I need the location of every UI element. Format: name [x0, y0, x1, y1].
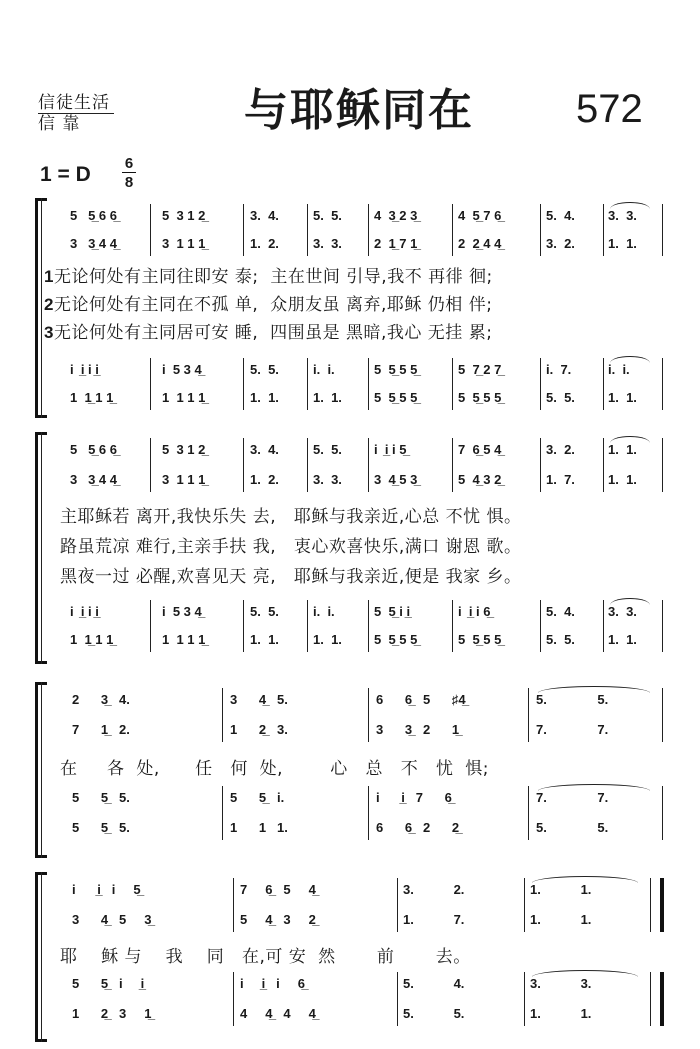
note-group: 1. 1.: [250, 632, 279, 647]
barline: [368, 600, 369, 652]
subcategory-label: 信 靠: [38, 114, 81, 134]
barline: [528, 688, 529, 742]
lyric-line: [60, 562, 522, 587]
note-group: 1. 1.: [608, 236, 637, 251]
barline: [233, 878, 234, 932]
barline: [662, 438, 663, 492]
tie-slur: [538, 686, 650, 693]
barline: [222, 688, 223, 742]
barline: [150, 600, 151, 652]
tie-slur: [538, 784, 650, 791]
note-group: 7. 7.: [536, 790, 609, 805]
note-group: 3. 3.: [313, 472, 342, 487]
note-group: 5 5̲ 5.: [72, 820, 130, 835]
note-group: 1. 7.: [546, 472, 575, 487]
note-group: 3 3̲ 4 4̲: [70, 472, 117, 487]
barline: [662, 688, 663, 742]
note-group: 1 1 1 1̲: [162, 390, 206, 405]
tie-slur: [610, 356, 650, 363]
note-group: 1. 7.: [403, 912, 465, 927]
hymn-number: 572: [576, 87, 643, 131]
note-group: 3. 3.: [313, 236, 342, 251]
note-group: 5. 4.: [403, 976, 465, 991]
note-group: 7 1̲ 2.: [72, 722, 130, 737]
barline: [662, 600, 663, 652]
note-group: 7 6̲ 5 4̲: [240, 882, 316, 897]
note-group: i i̲ i 6̲: [240, 976, 306, 991]
barline: [660, 972, 664, 1026]
barline: [452, 438, 453, 492]
barline: [540, 358, 541, 410]
barline: [540, 204, 541, 256]
tie-slur: [610, 598, 650, 605]
system-bracket: [35, 872, 38, 1042]
note-group: 1. 1.: [608, 442, 637, 457]
note-group: 5. 5.: [250, 604, 279, 619]
note-group: 1. 1.: [608, 390, 637, 405]
note-group: 1. 2.: [250, 236, 279, 251]
barline: [233, 972, 234, 1026]
note-group: 3. 4.: [250, 208, 279, 223]
barline: [150, 358, 151, 410]
time-signature-top: 6: [124, 155, 134, 172]
barline: [307, 358, 308, 410]
note-group: 5 5̲ i i̲: [72, 976, 145, 991]
barline: [452, 600, 453, 652]
note-group: 3 4̲ 5 3̲: [72, 912, 152, 927]
barline: [368, 786, 369, 840]
note-group: 5 5̲ 5 5̲: [374, 362, 418, 377]
note-group: 1 1 1 1̲: [162, 632, 206, 647]
lyric-text: 主耶稣若 离开,我快乐失 去, 耶稣与我亲近,心总 不忧 惧。: [60, 507, 522, 527]
barline: [662, 204, 663, 256]
lyric-text: 耶 稣 与 我 同 在,可 安 然 前 去。: [60, 947, 471, 967]
barline: [540, 600, 541, 652]
tie-slur: [532, 970, 638, 977]
tie-slur: [610, 202, 650, 209]
barline: [397, 878, 398, 932]
barline: [307, 438, 308, 492]
barline: [650, 878, 651, 932]
lyric-text: 在 各 处, 任 何 处, 心 总 不 忧 惧;: [60, 759, 489, 779]
note-group: 3 4̲ 5 3̲: [374, 472, 418, 487]
note-group: 1 2̲ 3.: [230, 722, 288, 737]
barline: [603, 358, 604, 410]
note-group: i i̲ i 5̲: [374, 442, 407, 457]
barline: [307, 600, 308, 652]
barline: [603, 438, 604, 492]
note-group: 3 4̲ 5.: [230, 692, 288, 707]
key-signature: 1 = D: [40, 163, 91, 186]
barline: [150, 438, 151, 492]
note-group: 2 1̲ 7 1̲: [374, 236, 418, 251]
note-group: 5 5̲ i.: [230, 790, 285, 805]
system-start-line: [41, 682, 42, 858]
note-group: i i̲ i 6̲: [458, 604, 491, 619]
barline: [603, 600, 604, 652]
note-group: 5 5̲ 5 5̲: [458, 390, 502, 405]
lyric-text: 无论何处有主同居可安 睡, 四围虽是 黑暗,我心 无挂 累;: [53, 323, 493, 343]
system-bracket: [35, 682, 38, 858]
note-group: 5 4̲ 3 2̲: [240, 912, 316, 927]
note-group: 1. 1.: [250, 390, 279, 405]
note-group: 5 5̲ 5.: [72, 790, 130, 805]
system-start-line: [41, 198, 42, 418]
category-label: 信徒生活: [38, 93, 110, 113]
lyric-line: [60, 942, 471, 967]
note-group: 7 6̲ 5 4̲: [458, 442, 502, 457]
system-start-line: [41, 432, 42, 664]
lyric-line: [60, 754, 489, 779]
note-group: 3 3̲ 4 4̲: [70, 236, 117, 251]
note-group: 1 1̲ 1 1̲: [70, 632, 114, 647]
barline: [150, 204, 151, 256]
barline: [650, 972, 651, 1026]
barline: [243, 204, 244, 256]
lyric-text: 无论何处有主同在不孤 单, 众朋友虽 离弃,耶稣 仍相 伴;: [53, 295, 493, 315]
score-system: [0, 198, 700, 418]
note-group: 2 2̲ 4 4̲: [458, 236, 502, 251]
barline: [603, 204, 604, 256]
barline: [452, 204, 453, 256]
system-bracket: [35, 432, 38, 664]
note-group: 1. 1.: [530, 882, 592, 897]
note-group: i i̲ 7 6̲: [376, 790, 452, 805]
note-group: 5 7̲ 2 7̲: [458, 362, 502, 377]
note-group: 5. 4.: [546, 208, 575, 223]
note-group: i. i.: [313, 362, 335, 377]
note-group: 4 5̲ 7 6̲: [458, 208, 502, 223]
note-group: 5 5̲ 5 5̲: [458, 632, 502, 647]
note-group: 1. 1.: [530, 1006, 592, 1021]
barline: [307, 204, 308, 256]
note-group: 1. 1.: [608, 632, 637, 647]
barline: [243, 600, 244, 652]
barline: [662, 786, 663, 840]
barline: [528, 786, 529, 840]
lyric-line: [60, 532, 522, 557]
note-group: 3 1 1 1̲: [162, 236, 206, 251]
barline: [368, 438, 369, 492]
note-group: 3. 4.: [250, 442, 279, 457]
note-group: 5. 5.: [546, 390, 575, 405]
note-group: 5. 4.: [546, 604, 575, 619]
tie-slur: [610, 436, 650, 443]
note-group: 3. 3.: [530, 976, 592, 991]
note-group: i i̲ i i̲: [70, 362, 99, 377]
note-group: 6 6̲ 5 ♯4̲: [376, 692, 466, 707]
note-group: 6 6̲ 2 2̲: [376, 820, 460, 835]
verse-number: 2: [44, 295, 54, 314]
note-group: 5. 5.: [403, 1006, 465, 1021]
barline: [662, 358, 663, 410]
verse-number: 3: [44, 323, 54, 342]
lyric-line: [60, 502, 522, 527]
note-group: 5. 5.: [536, 692, 609, 707]
note-group: 5. 5.: [536, 820, 609, 835]
barline: [368, 204, 369, 256]
note-group: i. i.: [313, 604, 335, 619]
note-group: i i̲ i i̲: [70, 604, 99, 619]
barline: [243, 438, 244, 492]
note-group: 1. 2.: [250, 472, 279, 487]
note-group: 2 3̲ 4.: [72, 692, 130, 707]
note-group: 1. 1.: [530, 912, 592, 927]
note-group: 3 3̲ 2 1̲: [376, 722, 460, 737]
barline: [524, 878, 525, 932]
barline: [368, 358, 369, 410]
score-system: [0, 872, 700, 1042]
barline: [368, 688, 369, 742]
note-group: 4 3̲ 2 3̲: [374, 208, 418, 223]
barline: [524, 972, 525, 1026]
note-group: 5 5̲ 5 5̲: [374, 390, 418, 405]
note-group: i. 7.: [546, 362, 572, 377]
note-group: 5. 5.: [313, 208, 342, 223]
note-group: 4 4̲ 4 4̲: [240, 1006, 316, 1021]
barline: [243, 358, 244, 410]
lyric-text: 无论何处有主同往即安 泰; 主在世间 引导,我不 再徘 徊;: [53, 267, 493, 287]
note-group: 1 2̲ 3 1̲: [72, 1006, 152, 1021]
note-group: i 5 3 4̲: [162, 604, 202, 619]
note-group: 1. 1.: [313, 390, 342, 405]
lyric-text: 黑夜一过 必醒,欢喜见天 亮, 耶稣与我亲近,便是 我家 乡。: [60, 567, 522, 587]
note-group: 5 5̲ i i̲: [374, 604, 411, 619]
lyric-line: [44, 318, 492, 343]
note-group: 5. 5.: [546, 632, 575, 647]
note-group: 7. 7.: [536, 722, 609, 737]
time-signature-divider: [122, 172, 136, 173]
note-group: 3 1 1 1̲: [162, 472, 206, 487]
note-group: 3. 3.: [608, 208, 637, 223]
note-group: 1. 1.: [313, 632, 342, 647]
note-group: 3. 2.: [403, 882, 465, 897]
lyric-line: [44, 290, 492, 315]
barline: [540, 438, 541, 492]
note-group: 5 4̲ 3 2̲: [458, 472, 502, 487]
hymn-title: 与耶稣同在: [244, 85, 474, 136]
lyric-line: [44, 262, 493, 287]
tie-slur: [532, 876, 638, 883]
note-group: 5 3 1 2̲: [162, 208, 206, 223]
barline: [222, 786, 223, 840]
note-group: 5 5̲ 6 6̲: [70, 442, 117, 457]
barline: [397, 972, 398, 1026]
note-group: 5 5̲ 6 6̲: [70, 208, 117, 223]
note-group: 1 1 1.: [230, 820, 288, 835]
lyric-text: 路虽荒凉 难行,主亲手扶 我, 衷心欢喜快乐,满口 谢恩 歌。: [60, 537, 522, 557]
verse-number: 1: [44, 267, 54, 286]
score-system: [0, 682, 700, 858]
note-group: 3. 2.: [546, 236, 575, 251]
barline: [452, 358, 453, 410]
note-group: 1 1̲ 1 1̲: [70, 390, 114, 405]
note-group: 5. 5.: [313, 442, 342, 457]
note-group: i. i.: [608, 362, 630, 377]
note-group: 3. 2.: [546, 442, 575, 457]
system-start-line: [41, 872, 42, 1042]
note-group: 5 3 1 2̲: [162, 442, 206, 457]
note-group: 3. 3.: [608, 604, 637, 619]
note-group: 5. 5.: [250, 362, 279, 377]
note-group: i i̲ i 5̲: [72, 882, 141, 897]
note-group: i 5 3 4̲: [162, 362, 202, 377]
time-signature-bottom: 8: [124, 174, 134, 191]
score-system: [0, 432, 700, 664]
note-group: 1. 1.: [608, 472, 637, 487]
note-group: 5 5̲ 5 5̲: [374, 632, 418, 647]
system-bracket: [35, 198, 38, 418]
barline: [660, 878, 664, 932]
